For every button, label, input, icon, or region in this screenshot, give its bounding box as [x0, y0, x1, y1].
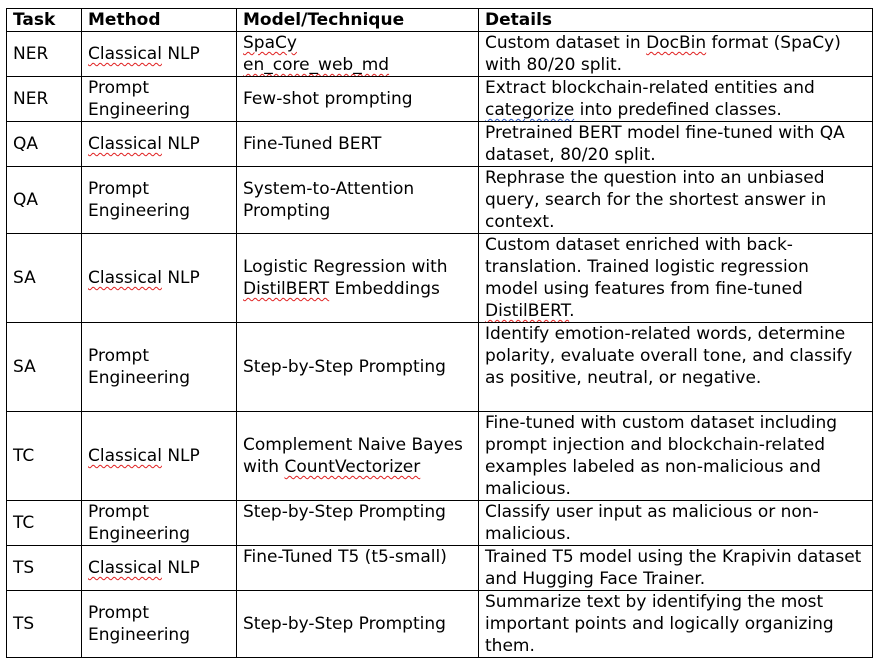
table-row: [7, 234, 873, 323]
cell-details: Fine-tuned with custom dataset including prompt injection and blockchain-related examples labeled as non-malicious and malicious.: [479, 412, 873, 501]
cell-task: NER: [7, 32, 82, 77]
cell-task: TS: [7, 546, 82, 591]
table-row: [7, 412, 873, 501]
cell-task: QA: [7, 167, 82, 234]
table-row: [7, 546, 873, 591]
table-row: [7, 591, 873, 658]
table-row: [7, 167, 873, 234]
cell-task: QA: [7, 122, 82, 167]
header-method: Method: [82, 9, 237, 32]
cell-details: Rephrase the question into an unbiased query, search for the shortest answer in context.: [479, 167, 873, 234]
table-row: [7, 323, 873, 412]
table-row: [7, 501, 873, 546]
cell-method: Classical NLP: [82, 546, 237, 591]
cell-task: SA: [7, 323, 82, 412]
cell-method: Classical NLP: [82, 234, 237, 323]
cell-model: System-to-Attention Prompting: [237, 167, 479, 234]
cell-details: Custom dataset in DocBin format (SpaCy) with 80/20 split.: [479, 32, 873, 77]
cell-method: Prompt Engineering: [82, 167, 237, 234]
cell-model: Step-by-Step Prompting: [237, 323, 479, 412]
table-row: [7, 77, 873, 122]
header-row: [7, 9, 873, 32]
cell-details: Trained T5 model using the Krapivin dataset and Hugging Face Trainer.: [479, 546, 873, 591]
cell-details: Extract blockchain-related entities and categorize into predefined classes.: [479, 77, 873, 122]
cell-method: Prompt Engineering: [82, 501, 237, 546]
header-details: Details: [479, 9, 873, 32]
cell-method: Prompt Engineering: [82, 591, 237, 658]
cell-method: Classical NLP: [82, 32, 237, 77]
cell-model: Logistic Regression with DistilBERT Embeddings: [237, 234, 479, 323]
cell-task: TC: [7, 412, 82, 501]
cell-details: Identify emotion-related words, determine polarity, evaluate overall tone, and classify as positive, neutral, or negative.: [479, 323, 873, 412]
table-row: [7, 122, 873, 167]
cell-task: TC: [7, 501, 82, 546]
spell-flagged-word: Classical: [88, 44, 162, 64]
cell-method: Classical NLP: [82, 122, 237, 167]
cell-task: SA: [7, 234, 82, 323]
cell-task: NER: [7, 77, 82, 122]
cell-model: Few-shot prompting: [237, 77, 479, 122]
cell-method: Classical NLP: [82, 412, 237, 501]
cell-details: Pretrained BERT model fine-tuned with QA dataset, 80/20 split.: [479, 122, 873, 167]
cell-model: Step-by-Step Prompting: [237, 501, 479, 546]
cell-method: Prompt Engineering: [82, 323, 237, 412]
cell-model: Complement Naive Bayes with CountVectorizer: [237, 412, 479, 501]
cell-task: TS: [7, 591, 82, 658]
cell-model: Fine-Tuned BERT: [237, 122, 479, 167]
header-task: Task: [7, 9, 82, 32]
cell-model: SpaCy en_core_web_md: [237, 32, 479, 77]
cell-model: Step-by-Step Prompting: [237, 591, 479, 658]
methods-table: [6, 8, 873, 658]
table-row: [7, 32, 873, 77]
cell-details: Classify user input as malicious or non-malicious.: [479, 501, 873, 546]
cell-method: Prompt Engineering: [82, 77, 237, 122]
cell-details: Summarize text by identifying the most important points and logically organizing them.: [479, 591, 873, 658]
header-model: Model/Technique: [237, 9, 479, 32]
cell-model: Fine-Tuned T5 (t5-small): [237, 546, 479, 591]
cell-details: Custom dataset enriched with back-translation. Trained logistic regression model using features from fine-tuned DistilBERT.: [479, 234, 873, 323]
